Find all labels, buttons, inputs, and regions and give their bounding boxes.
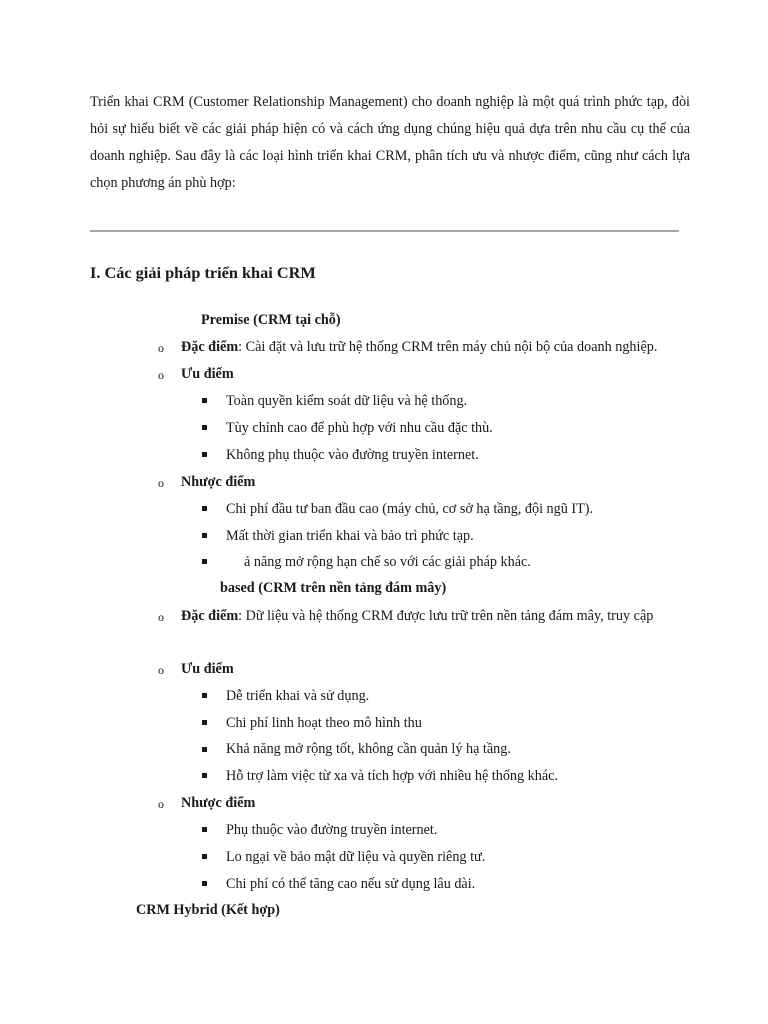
premise-title: Premise (CRM tại chỗ)	[201, 312, 341, 328]
intro-paragraph: Triển khai CRM (Customer Relationship Management) cho doanh nghiệp là một quá trình phức tạp, đòi hỏi sự hiểu biết về các giải pháp hiện có và cách ứng dụng chúng hiệu quả dựa trên nhu cầu cụ thể của doanh nghiệp. Sau đây là các loại hình triển khai CRM, phân tích ưu và nhược điểm, cũng như cách lựa chọn phương án phù hợp:	[90, 94, 690, 191]
cloud-pros-label: Ưu điểm	[181, 661, 234, 677]
square-bullet-icon	[202, 881, 207, 886]
premise-con-item: Mất thời gian triển khai và bảo trì phức tạp.	[226, 528, 474, 544]
cloud-pro-item: Chi phí linh hoạt theo mô hình thu	[226, 715, 422, 731]
square-bullet-icon	[202, 398, 207, 403]
circle-bullet-icon: o	[158, 341, 164, 355]
feature-text: : Cài đặt và lưu trữ hệ thống CRM trên máy chủ nội bộ của doanh nghiệp.	[238, 339, 658, 355]
premise-pro-item: Không phụ thuộc vào đường truyền internet.	[226, 447, 479, 463]
cloud-con-item: Lo ngại về bảo mật dữ liệu và quyền riêng tư.	[226, 849, 486, 865]
premise-con-item: ả năng mở rộng hạn chế so với các giải pháp khác.	[244, 554, 531, 570]
square-bullet-icon	[202, 747, 207, 752]
cloud-title: based (CRM trên nền tảng đám mây)	[220, 580, 447, 596]
circle-bullet-icon: o	[158, 663, 164, 677]
feature-label: Đặc điểm	[181, 339, 239, 355]
cloud-pro-item: Khả năng mở rộng tốt, không cần quản lý hạ tầng.	[226, 741, 511, 757]
square-bullet-icon	[202, 452, 207, 457]
premise-pros-label: Ưu điểm	[181, 366, 234, 382]
cloud-cons-label: Nhược điểm	[181, 795, 256, 811]
cloud-con-item: Chi phí có thể tăng cao nếu sử dụng lâu dài.	[226, 876, 476, 892]
square-bullet-icon	[202, 425, 207, 430]
square-bullet-icon	[202, 506, 207, 511]
horizontal-divider	[90, 230, 679, 232]
square-bullet-icon	[202, 827, 207, 832]
square-bullet-icon	[202, 693, 207, 698]
premise-cons-label: Nhược điểm	[181, 474, 256, 490]
circle-bullet-icon: o	[158, 476, 164, 490]
premise-feature	[181, 338, 657, 356]
circle-bullet-icon: o	[158, 368, 164, 382]
premise-pro-item: Tùy chỉnh cao để phù hợp với nhu cầu đặc thù.	[226, 420, 493, 436]
premise-pro-item: Toàn quyền kiểm soát dữ liệu và hệ thống.	[226, 393, 468, 409]
square-bullet-icon	[202, 559, 207, 564]
hybrid-title: CRM Hybrid (Kết hợp)	[136, 902, 280, 918]
premise-con-item: Chi phí đầu tư ban đầu cao (máy chủ, cơ sở hạ tầng, đội ngũ IT).	[226, 501, 594, 517]
circle-bullet-icon: o	[158, 610, 164, 624]
cloud-pro-item: Dễ triển khai và sử dụng.	[226, 688, 370, 704]
square-bullet-icon	[202, 533, 207, 538]
section-heading: I. Các giải pháp triển khai CRM	[90, 263, 316, 282]
cloud-con-item: Phụ thuộc vào đường truyền internet.	[226, 822, 438, 838]
feature-text: : Dữ liệu và hệ thống CRM được lưu trữ trên nền tảng đám mây, truy cập	[238, 608, 654, 624]
square-bullet-icon	[202, 720, 207, 725]
square-bullet-icon	[202, 854, 207, 859]
feature-label: Đặc điểm	[181, 608, 239, 624]
cloud-pro-item: Hỗ trợ làm việc từ xa và tích hợp với nhiều hệ thống khác.	[226, 768, 558, 784]
circle-bullet-icon: o	[158, 797, 164, 811]
cloud-feature	[181, 607, 653, 625]
square-bullet-icon	[202, 773, 207, 778]
